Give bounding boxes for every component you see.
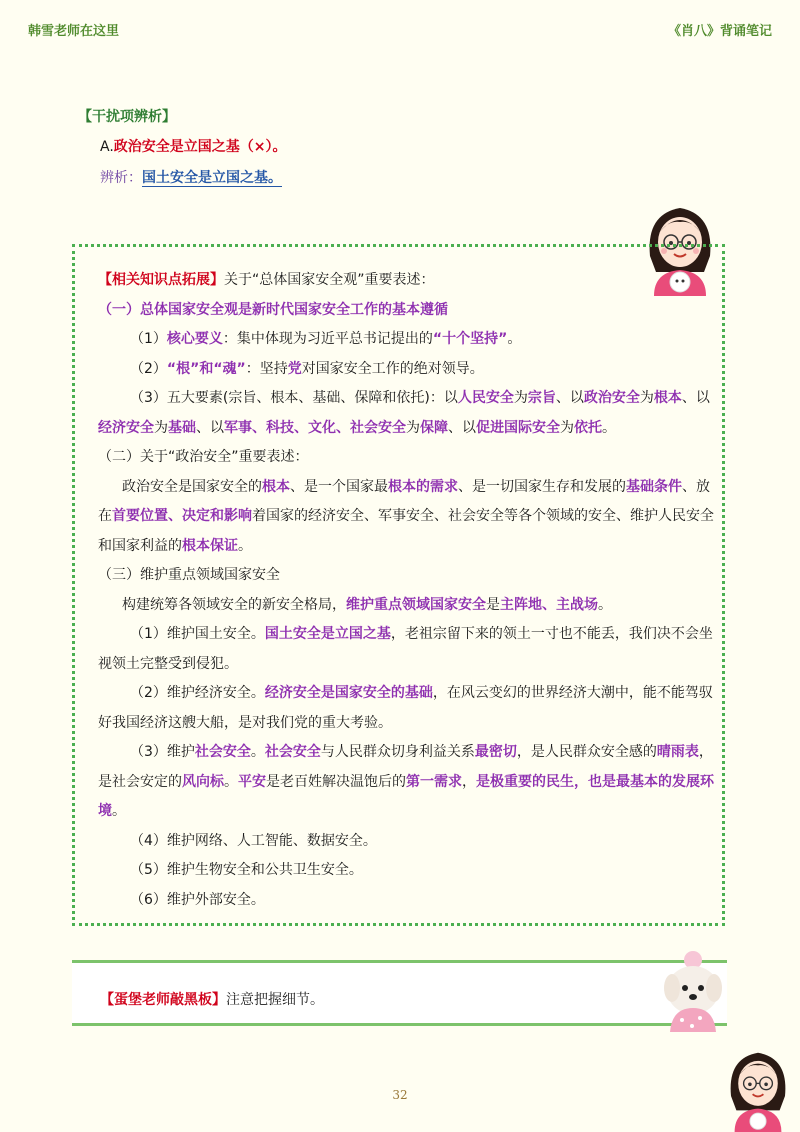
analysis: 辨析：国土安全是立国之基。 [100, 170, 282, 186]
option-a-text: 政治安全是立国之基（×）。 [113, 139, 287, 155]
knowledge-intro: 【相关知识点拓展】关于“总体国家安全观”重要表述： [98, 272, 435, 288]
item-3: （3）五大要素(宗旨、根本、基础、保障和依托)：以人民安全为宗旨、以政治安全为根本、以经济安全为基础、以军事、科技、文化、社会安全为保障、以促进国际安全为依托。 [98, 390, 710, 436]
option-a: A.政治安全是立国之基（×）。 [100, 139, 287, 155]
subitem-3: （3）维护社会安全。社会安全与人民群众切身利益关系最密切，是人民群众安全感的晴雨表，是社会安定的风向标。平安是老百姓解决温饱后的第一需求，是极重要的民生，也是最基本的发展环境。 [98, 744, 714, 819]
blackboard-text: 【蛋堡老师敲黑板】注意把握细节。 [100, 992, 324, 1008]
page-number: 32 [392, 1088, 408, 1102]
section-1-title: （一）总体国家安全观是新时代国家安全工作的基本遵循 [98, 301, 448, 318]
subitem-5: （5）维护生物安全和公共卫生安全。 [130, 862, 363, 878]
section-3-intro: 构建统筹各领域安全的新安全格局，维护重点领域国家安全是主阵地、主战场。 [122, 596, 612, 613]
section-2-paragraph: 政治安全是国家安全的根本、是一个国家最根本的需求、是一切国家生存和发展的基础条件、放在首要位置、决定和影响着国家的经济安全、军事安全、社会安全等各个领域的安全、维护人民安全和国家利益的根本保证。 [98, 478, 714, 554]
header-right: 《肖八》背诵笔记 [667, 24, 772, 39]
section-3-title: （三）维护重点领域国家安全 [98, 567, 280, 583]
analysis-text: 国土安全是立国之基。 [142, 170, 282, 186]
blackboard-band [72, 960, 727, 1026]
item-1: （1）核心要义：集中体现为习近平总书记提出的“十个坚持”。 [130, 331, 522, 347]
puppy-avatar-icon [660, 946, 726, 1032]
subitem-2: （2）维护经济安全。经济安全是国家安全的基础，在风云变幻的世界经济大潮中，能不能驾驭好我国经济这艘大船，是对我们党的重大考验。 [98, 685, 713, 731]
subitem-6: （6）维护外部安全。 [130, 891, 265, 908]
section-2-title: （二）关于“政治安全”重要表述： [98, 449, 309, 465]
teacher-avatar-bottom-icon [722, 1042, 794, 1132]
knowledge-content [98, 266, 714, 915]
item-2: （2）“根”和“魂”：坚持党对国家安全工作的绝对领导。 [130, 360, 484, 377]
header-left: 韩雪老师在这里 [28, 24, 120, 39]
subitem-1: （1）维护国土安全。国土安全是立国之基，老祖宗留下来的领土一寸也不能丢，我们决不会坐视领土完整受到侵犯。 [98, 626, 713, 672]
subitem-4: （4）维护网络、人工智能、数据安全。 [130, 832, 377, 849]
interference-title: 【干扰项辨析】 [78, 109, 176, 125]
